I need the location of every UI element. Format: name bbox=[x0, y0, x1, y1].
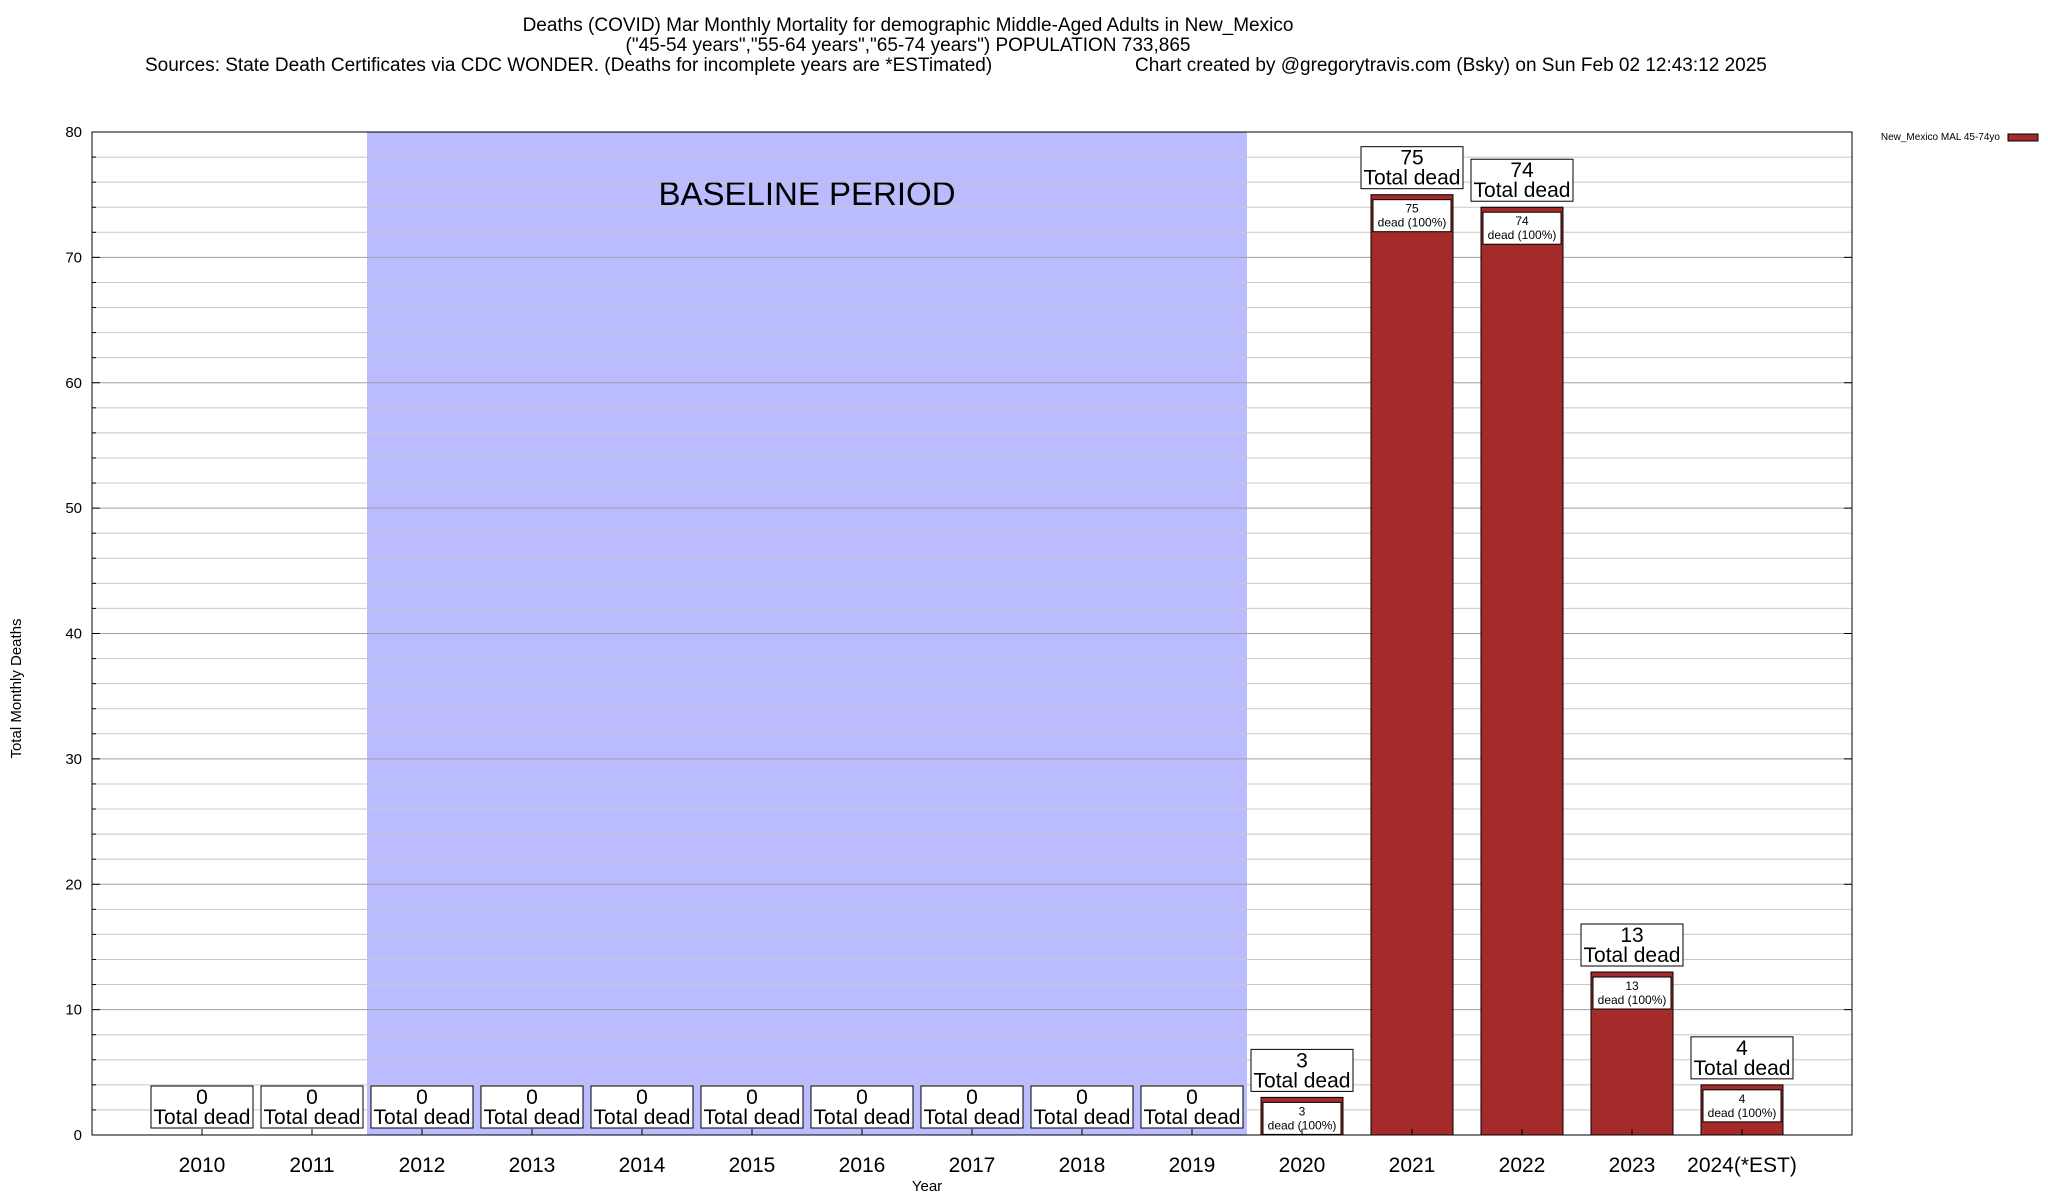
bar-total-value: 0 bbox=[746, 1086, 758, 1109]
x-axis-label: Year bbox=[911, 1178, 943, 1195]
bar-total-suffix: Total dead bbox=[1143, 1106, 1241, 1129]
bar-total-value: 74 bbox=[1510, 159, 1534, 183]
y-tick-label: 0 bbox=[73, 1127, 82, 1144]
bar-inner-pct: dead (100%) bbox=[1597, 993, 1667, 1008]
legend-label: New_Mexico MAL 45-74yo bbox=[1880, 132, 2000, 143]
bar-total-suffix: Total dead bbox=[703, 1106, 801, 1129]
y-tick-label: 30 bbox=[65, 750, 82, 768]
bar-total-value: 0 bbox=[306, 1086, 318, 1109]
bar-total-suffix: Total dead bbox=[373, 1106, 471, 1129]
bar-inner-pct: dead (100%) bbox=[1377, 215, 1447, 230]
bar bbox=[1481, 207, 1563, 1135]
x-tick-label: 2011 bbox=[289, 1154, 335, 1177]
y-tick-label: 50 bbox=[65, 500, 82, 518]
bar-inner-value: 4 bbox=[1738, 1091, 1746, 1106]
bar-total-value: 0 bbox=[966, 1086, 978, 1109]
bar bbox=[1371, 195, 1453, 1135]
bar-total-suffix: Total dead bbox=[1363, 166, 1461, 190]
x-axis-ticks bbox=[179, 1129, 1797, 1177]
bar-inner-pct: dead (100%) bbox=[1707, 1105, 1777, 1120]
bar-total-value: 75 bbox=[1400, 146, 1424, 170]
chart-title-line-2: ("45-54 years","55-64 years","65-74 years") POPULATION 733,865 bbox=[625, 35, 1191, 56]
y-axis-label: Total Monthly Deaths bbox=[8, 618, 25, 759]
y-tick-label: 60 bbox=[65, 374, 82, 392]
x-tick-label: 2021 bbox=[1388, 1154, 1436, 1177]
bar-total-suffix: Total dead bbox=[923, 1106, 1021, 1129]
bar-total-value: 0 bbox=[416, 1086, 428, 1109]
x-tick-label: 2024(*EST) bbox=[1687, 1154, 1797, 1177]
y-tick-label: 70 bbox=[65, 249, 82, 267]
x-tick-label: 2018 bbox=[1058, 1154, 1106, 1177]
x-tick-label: 2010 bbox=[178, 1154, 226, 1177]
bar-total-value: 0 bbox=[196, 1086, 208, 1109]
chart-credit: Chart created by @gregorytravis.com (Bsky) on Sun Feb 02 12:43:12 2025 bbox=[1135, 55, 1767, 76]
x-tick-label: 2020 bbox=[1278, 1154, 1326, 1177]
bar-total-suffix: Total dead bbox=[483, 1106, 581, 1129]
x-tick-label: 2017 bbox=[948, 1154, 996, 1177]
baseline-period-label: BASELINE PERIOD bbox=[658, 175, 956, 212]
x-tick-label: 2013 bbox=[508, 1154, 556, 1177]
bar-total-value: 0 bbox=[1186, 1086, 1198, 1109]
chart-title-line-1: Deaths (COVID) Mar Monthly Mortality for demographic Middle-Aged Adults in New_Mexico bbox=[522, 15, 1294, 36]
bar-total-suffix: Total dead bbox=[1033, 1106, 1131, 1129]
legend-swatch bbox=[2008, 134, 2038, 141]
chart-sources: Sources: State Death Certificates via CDC WONDER. (Deaths for incomplete years are *ESTimated) bbox=[145, 55, 993, 76]
x-tick-label: 2019 bbox=[1168, 1154, 1216, 1177]
y-tick-label: 40 bbox=[65, 625, 82, 643]
bar-inner-pct: dead (100%) bbox=[1487, 228, 1557, 243]
bar-total-suffix: Total dead bbox=[153, 1106, 251, 1129]
bar-total-suffix: Total dead bbox=[1253, 1069, 1351, 1093]
bar-total-value: 0 bbox=[526, 1086, 538, 1109]
bar-inner-value: 3 bbox=[1298, 1104, 1306, 1119]
bar-inner-value: 13 bbox=[1625, 979, 1639, 994]
bar-total-value: 4 bbox=[1736, 1036, 1748, 1060]
bar-total-suffix: Total dead bbox=[1583, 944, 1681, 968]
bar-inner-value: 75 bbox=[1405, 201, 1419, 216]
x-tick-label: 2016 bbox=[838, 1154, 886, 1177]
bar-inner-value: 74 bbox=[1515, 214, 1529, 229]
x-tick-label: 2015 bbox=[728, 1154, 776, 1177]
bar-total-value: 3 bbox=[1296, 1049, 1308, 1073]
x-tick-label: 2023 bbox=[1608, 1154, 1656, 1177]
y-tick-label: 20 bbox=[65, 876, 82, 894]
bar-total-value: 13 bbox=[1620, 924, 1644, 948]
bar-total-suffix: Total dead bbox=[593, 1106, 691, 1129]
y-tick-label: 80 bbox=[65, 124, 82, 141]
x-tick-label: 2022 bbox=[1498, 1154, 1546, 1177]
bar-total-suffix: Total dead bbox=[813, 1106, 911, 1129]
bar-total-value: 0 bbox=[1076, 1086, 1088, 1109]
bar-total-value: 0 bbox=[636, 1086, 648, 1109]
bar-total-suffix: Total dead bbox=[1693, 1056, 1791, 1080]
bar-total-suffix: Total dead bbox=[1473, 179, 1571, 203]
y-tick-label: 10 bbox=[65, 1001, 82, 1019]
x-tick-label: 2012 bbox=[398, 1154, 446, 1177]
x-tick-label: 2014 bbox=[618, 1154, 666, 1177]
bar-inner-pct: dead (100%) bbox=[1267, 1118, 1337, 1133]
bar-total-value: 0 bbox=[856, 1086, 868, 1109]
bar-total-suffix: Total dead bbox=[263, 1106, 361, 1129]
